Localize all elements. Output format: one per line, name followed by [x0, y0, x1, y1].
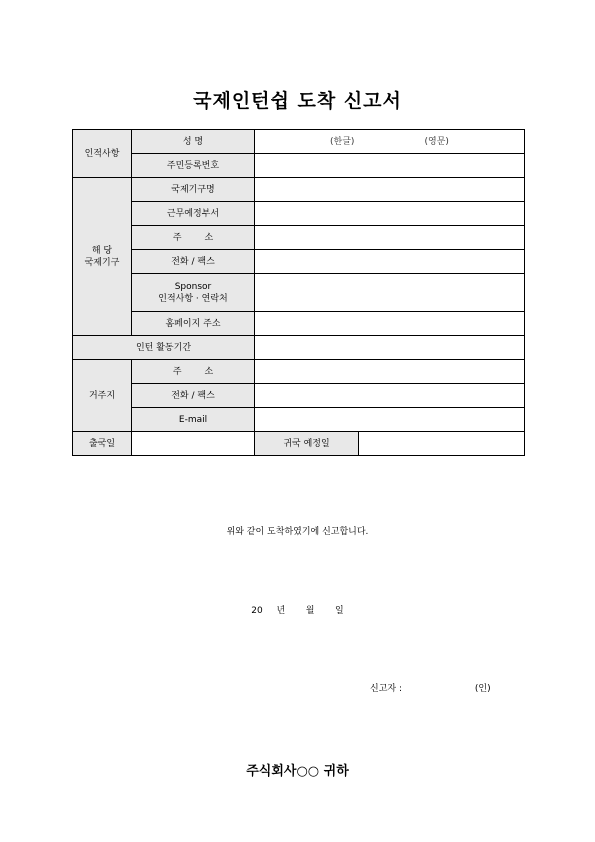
org-phone-field[interactable] — [255, 250, 525, 274]
addressee: 주식회사○○ 귀하 — [246, 764, 349, 779]
sponsor-label-line1: Sponsor — [174, 281, 212, 292]
email-field[interactable] — [255, 408, 525, 432]
org-group-label — [73, 178, 132, 336]
name-label: 성 명 — [132, 130, 255, 154]
department-field[interactable] — [255, 202, 525, 226]
personal-info-group-label: 인적사항 — [73, 130, 132, 178]
seal-mark: (인) — [474, 684, 491, 694]
departure-date-label: 출국일 — [73, 432, 132, 456]
org-group-label-line1: 해 당 — [91, 245, 113, 256]
org-address-field[interactable] — [255, 226, 525, 250]
return-date-field[interactable] — [359, 432, 525, 456]
residence-phone-field[interactable] — [255, 384, 525, 408]
residence-phone-label: 전화 / 팩스 — [132, 384, 255, 408]
return-date-label: 귀국 예정일 — [255, 432, 359, 456]
email-label: E-mail — [132, 408, 255, 432]
name-field[interactable] — [255, 130, 525, 154]
org-name-field[interactable] — [255, 178, 525, 202]
department-label: 근무예정부서 — [132, 202, 255, 226]
internship-period-field[interactable] — [255, 336, 525, 360]
signature-line — [370, 681, 491, 694]
name-korean-hint: (한글) — [330, 136, 355, 147]
org-name-label: 국제기구명 — [132, 178, 255, 202]
departure-date-field[interactable] — [132, 432, 255, 456]
declaration-statement: 위와 같이 도착하였기에 신고합니다. — [226, 527, 369, 537]
internship-period-label: 인턴 활동기간 — [73, 336, 255, 360]
residence-address-field[interactable] — [255, 360, 525, 384]
date-line: 20 년 월 일 — [251, 606, 344, 616]
residence-address-label: 주 소 — [132, 360, 255, 384]
resident-id-label: 주민등록번호 — [132, 154, 255, 178]
resident-id-field[interactable] — [255, 154, 525, 178]
document-title: 국제인턴쉽 도착 신고서 — [193, 90, 402, 112]
arrival-report-form — [72, 129, 525, 456]
sponsor-label — [132, 274, 255, 312]
org-group-label-line2: 국제기구 — [84, 257, 120, 268]
residence-group-label: 거주지 — [73, 360, 132, 432]
name-english-hint: (영문) — [424, 136, 449, 147]
org-phone-label: 전화 / 팩스 — [132, 250, 255, 274]
homepage-field[interactable] — [255, 312, 525, 336]
reporter-label: 신고자 : — [370, 684, 402, 694]
sponsor-field[interactable] — [255, 274, 525, 312]
homepage-label: 홈페이지 주소 — [132, 312, 255, 336]
sponsor-label-line2: 인적사항 · 연락처 — [158, 293, 228, 304]
org-address-label: 주 소 — [132, 226, 255, 250]
